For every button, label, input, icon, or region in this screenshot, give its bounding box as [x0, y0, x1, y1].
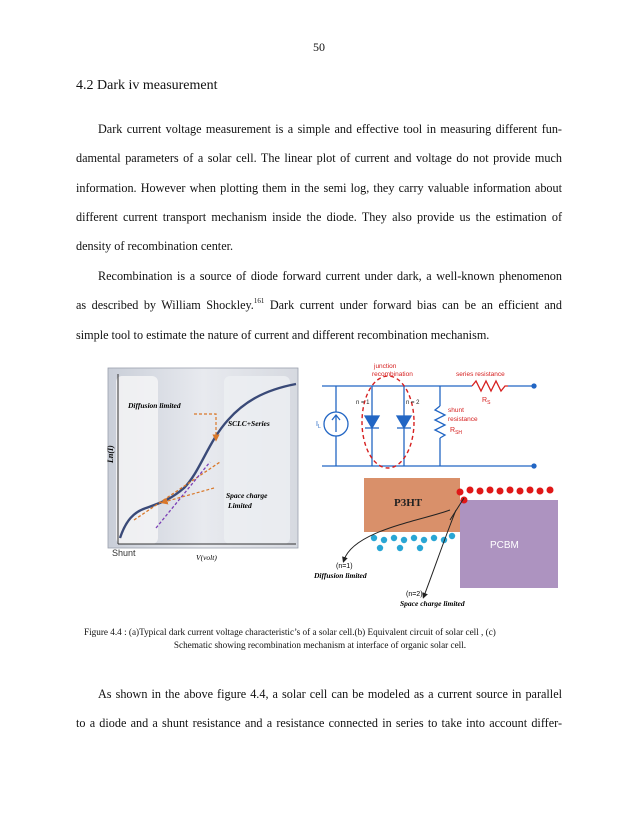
label-p3ht: P3HT	[394, 497, 423, 509]
paragraph-line: damental parameters of a solar cell. The linear plot of current and voltage do not provide much	[76, 151, 562, 166]
label-resistance: resistance	[448, 416, 478, 423]
label-space-charge-limited-c: Space charge limited	[400, 599, 465, 608]
panel-a-dark-iv-plot	[106, 368, 298, 562]
electron	[547, 487, 554, 494]
label-diffusion-limited-c: Diffusion limited	[314, 571, 367, 580]
hole	[371, 535, 377, 541]
paragraph-dark-iv	[76, 115, 562, 261]
page-number: 50	[313, 40, 325, 54]
label-junction: junction	[374, 363, 397, 370]
caption-line: Figure 4.4 : (a)Typical dark current voltage characteristic’s of a solar cell.(b) Equivalent circuit of solar cell , (c)	[84, 627, 496, 637]
label-shunt: shunt	[448, 407, 464, 414]
text-run: Dark current under forward bias can be an efficient and	[264, 298, 562, 313]
hole	[377, 545, 383, 551]
electron	[517, 488, 524, 495]
label-n2-c: (n=2)	[406, 591, 423, 598]
label-n2: n = 2	[406, 400, 420, 406]
hole	[421, 537, 427, 543]
shunt-resistor	[435, 406, 445, 438]
electron	[477, 488, 484, 495]
paragraph-recombination	[76, 262, 562, 350]
label-recombination: recombination	[372, 371, 413, 378]
hole	[417, 545, 423, 551]
hole	[401, 537, 407, 543]
label-space-charge-limited: Limited	[228, 501, 252, 510]
label-series-resistance: series resistance	[456, 371, 505, 378]
panel-c-interface-schematic	[313, 478, 558, 608]
label-rsh: $R_{SH}$	[450, 427, 463, 436]
label-rs: $R_S$	[482, 397, 491, 406]
hole	[381, 537, 387, 543]
paragraph-line: different current transport mechanism inside the diode. They also provide us the estimation of	[76, 209, 562, 224]
electron	[467, 487, 474, 494]
section-title: 4.2 Dark iv measurement	[76, 78, 218, 93]
diode2-symbol	[397, 416, 411, 428]
terminal-bottom	[532, 464, 536, 468]
paragraph-line: simple tool to estimate the nature of current and different recombination mechanism.	[76, 327, 490, 342]
paragraph-line: to a diode and a shunt resistance and a resistance connected in series to take into account differ-	[76, 716, 562, 731]
label-sclc-series: SCLC+Series	[228, 419, 270, 428]
panel-b-equivalent-circuit	[322, 376, 536, 468]
hole	[397, 545, 403, 551]
terminal-top	[532, 384, 536, 388]
label-n1: n = 1	[356, 400, 370, 406]
citation-superscript: 161	[253, 297, 265, 306]
paragraph-line: Recombination is a source of diode forward current under dark, a well-known phenomenon	[98, 269, 562, 283]
electron	[457, 489, 464, 496]
hole	[391, 535, 397, 541]
caption-line: Schematic showing recombination mechanism at interface of organic solar cell.	[173, 640, 467, 650]
electron	[537, 488, 544, 495]
diode1-symbol	[365, 416, 379, 428]
text-run: as described by William Shockley.	[76, 298, 254, 313]
electron	[487, 487, 494, 494]
hole	[449, 533, 455, 539]
figure-caption	[80, 626, 560, 652]
paragraph-circuit-model	[76, 680, 562, 739]
y-axis-label: Ln(I)	[106, 445, 115, 463]
electron	[497, 488, 504, 495]
x-axis-label: V(volt)	[196, 553, 217, 562]
paragraph-line: information. However when plotting them in the semi log, they carry valuable information about	[76, 180, 562, 195]
label-il: $I_L$	[316, 421, 321, 430]
figure-svg	[104, 360, 560, 616]
label-diffusion-limited: Diffusion limited	[128, 401, 181, 410]
paragraph-line: As shown in the above figure 4.4, a solar cell can be modeled as a current source in parallel	[98, 687, 562, 701]
label-pcbm: PCBM	[490, 540, 519, 551]
paragraph-line	[76, 291, 562, 320]
hole	[411, 535, 417, 541]
panel-b-labels	[316, 363, 505, 436]
hole	[431, 535, 437, 541]
paragraph-line: Dark current voltage measurement is a simple and effective tool in measuring different fun-	[98, 122, 562, 136]
series-resistor	[472, 381, 508, 391]
label-shunt: Shunt	[112, 548, 136, 558]
electron	[527, 487, 534, 494]
holes	[371, 533, 455, 551]
figure-4-4	[104, 360, 560, 616]
label-n1-c: (n=1)	[336, 563, 353, 570]
electron	[507, 487, 514, 494]
region-sclc	[224, 376, 290, 544]
label-space-charge: Space charge	[226, 491, 268, 500]
paragraph-line: density of recombination center.	[76, 239, 234, 254]
